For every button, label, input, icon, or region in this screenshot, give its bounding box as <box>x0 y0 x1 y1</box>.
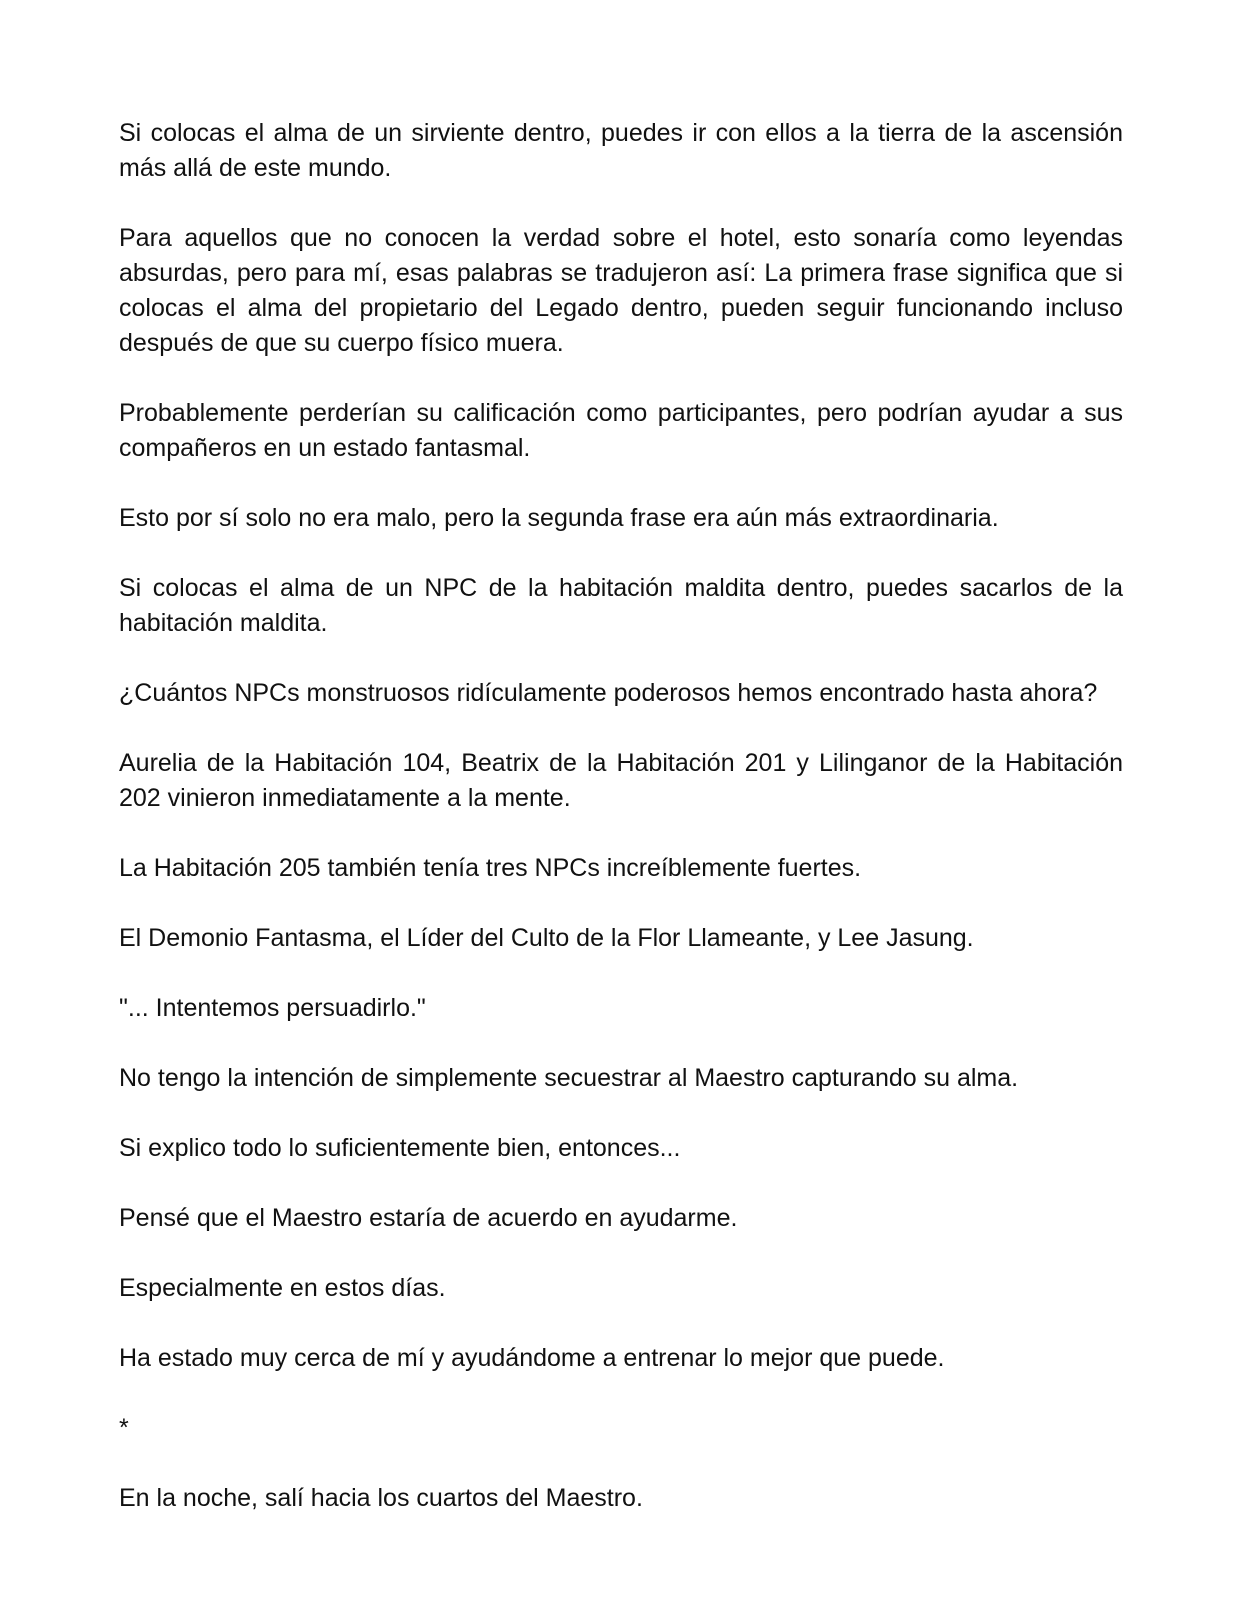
paragraph: Si colocas el alma de un NPC de la habitación maldita dentro, puedes sacarlos de la habitación maldita. <box>119 574 1123 637</box>
document-body <box>119 116 1123 1551</box>
paragraph: El Demonio Fantasma, el Líder del Culto de la Flor Llameante, y Lee Jasung. <box>119 924 974 952</box>
paragraph: Probablemente perderían su calificación como participantes, pero podrían ayudar a sus compañeros en un estado fantasmal. <box>119 399 1123 462</box>
scene-break: * <box>119 1414 129 1442</box>
paragraph: "... Intentemos persuadirlo." <box>119 994 426 1022</box>
paragraph: Si explico todo lo suficientemente bien, entonces... <box>119 1134 681 1162</box>
paragraph: Aurelia de la Habitación 104, Beatrix de la Habitación 201 y Lilinganor de la Habitación 202 vinieron inmediatamente a la mente. <box>119 749 1123 812</box>
paragraph: En la noche, salí hacia los cuartos del Maestro. <box>119 1484 643 1512</box>
paragraph: La Habitación 205 también tenía tres NPCs increíblemente fuertes. <box>119 854 862 882</box>
paragraph: Para aquellos que no conocen la verdad sobre el hotel, esto sonaría como leyendas absurdas, pero para mí, esas palabras se tradujeron así: La primera frase significa que si colocas el alma del propietario del Legado dentro, pueden seguir funcionando incluso después de que su cuerpo físico muera. <box>119 224 1123 357</box>
paragraph: Especialmente en estos días. <box>119 1274 446 1302</box>
paragraph: Ha estado muy cerca de mí y ayudándome a entrenar lo mejor que puede. <box>119 1344 945 1372</box>
paragraph: Si colocas el alma de un sirviente dentro, puedes ir con ellos a la tierra de la ascensión más allá de este mundo. <box>119 119 1123 182</box>
paragraph: No tengo la intención de simplemente secuestrar al Maestro capturando su alma. <box>119 1064 1019 1092</box>
paragraph: Pensé que el Maestro estaría de acuerdo en ayudarme. <box>119 1204 738 1232</box>
paragraph: Esto por sí solo no era malo, pero la segunda frase era aún más extraordinaria. <box>119 504 999 532</box>
paragraph: ¿Cuántos NPCs monstruosos ridículamente poderosos hemos encontrado hasta ahora? <box>119 679 1098 707</box>
